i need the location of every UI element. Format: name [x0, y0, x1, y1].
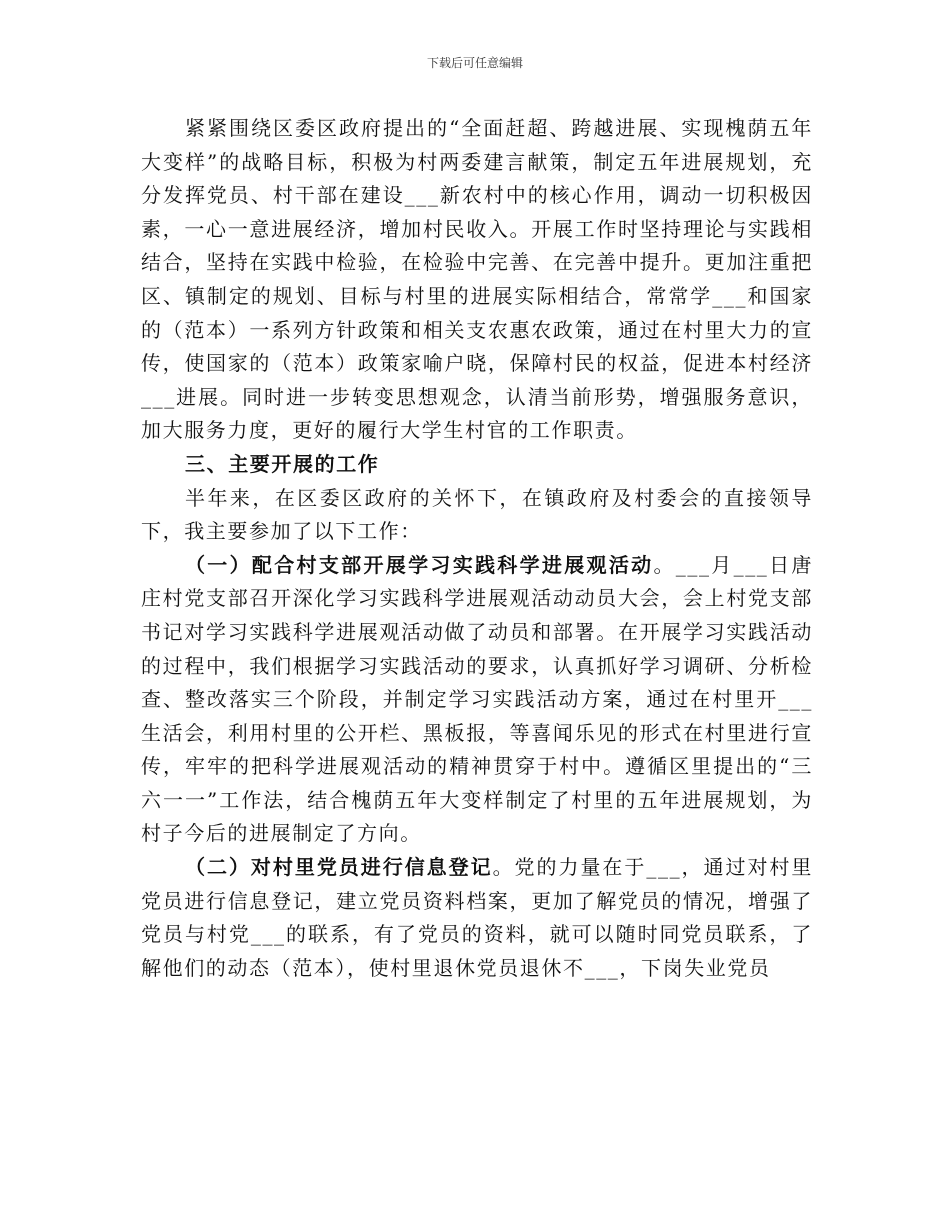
paragraph-item-one — [141, 549, 813, 851]
paragraph-intro: 半年来，在区委区政府的关怀下，在镇政府及村委会的直接领导下，我主要参加了以下工作： — [141, 485, 813, 544]
page-header: 下载后可任意编辑 — [426, 56, 523, 70]
paragraph-item-two — [141, 851, 813, 985]
section-heading-main-work: 三、主要开展的工作 — [185, 451, 380, 476]
document-body — [141, 112, 813, 985]
item-one-title: （一）配合村支部开展学习实践科学进展观活动 — [185, 552, 654, 577]
item-two-title: （二）对村里党员进行信息登记 — [185, 855, 493, 880]
item-one-text: 。___月___日唐庄村党支部召开深化学习实践科学进展观活动动员大会，会上村党支部书记对学习实践科学进展观活动做了动员和部署。在开展学习实践活动的过程中，我们根据学习实践活动的要求，认真抓好学习调研、分析检查、整改落实三个阶段，并制定学习实践活动方案，通过在村里开___生活会，利用村里的公开栏、黑板报，等喜闻乐见的形式在村里进行宣传，牢牢的把科学进展观活动的精神贯穿于村中。遵循区里提出的“三六一一”工作法，结合槐荫五年大变样制定了村里的五年进展规划，为村子今后的进展制定了方向。 — [141, 552, 814, 846]
paragraph-goals: 紧紧围绕区委区政府提出的“全面赶超、跨越进展、实现槐荫五年大变样”的战略目标，积极为村两委建言献策，制定五年进展规划，充分发挥党员、村干部在建设___新农村中的核心作用，调动一切积极因素，一心一意进展经济，增加村民收入。开展工作时坚持理论与实践相结合，坚持在实践中检验，在检验中完善、在完善中提升。更加注重把区、镇制定的规划、目标与村里的进展实际相结合，常常学___和国家的（范本）一系列方针政策和相关支农惠农政策，通过在村里大力的宣传，使国家的（范本）政策家喻户晓，保障村民的权益，促进本村经济___进展。同时进一步转变思想观念，认清当前形势，增强服务意识，加大服务力度，更好的履行大学生村官的工作职责。 — [141, 116, 813, 443]
item-two-text: 。党的力量在于___，通过对村里党员进行信息登记，建立党员资料档案，更加了解党员的情况，增强了党员与村党___的联系，有了党员的资料，就可以随时同党员联系，了解他们的动态（范本），使村里退休党员退休不___，下岗失业党员 — [141, 855, 813, 980]
